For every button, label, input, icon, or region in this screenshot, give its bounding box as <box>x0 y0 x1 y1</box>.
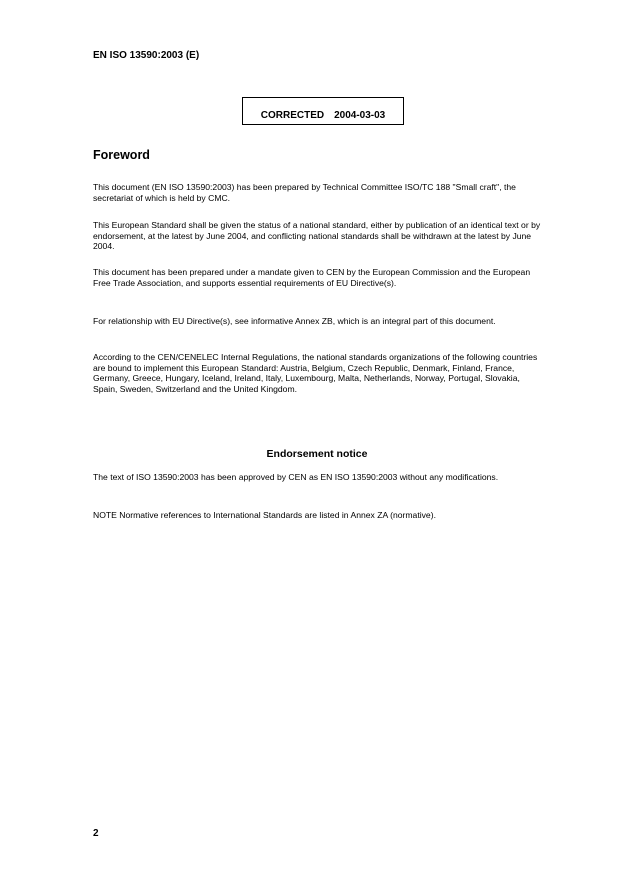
foreword-paragraph-3: This document has been prepared under a mandate given to CEN by the European Commission and the European Free Trade Association, and supports essential requirements of EU Directive(s). <box>93 267 531 288</box>
corrected-date: 2004-03-03 <box>334 110 386 121</box>
page-number: 2 <box>93 828 99 839</box>
document-header: EN ISO 13590:2003 (E) <box>93 50 200 61</box>
foreword-paragraph-1: This document (EN ISO 13590:2003) has been prepared by Technical Committee ISO/TC 188 "Small craft", the secretariat of which is held by CMC. <box>93 182 516 203</box>
foreword-heading: Foreword <box>93 148 150 162</box>
endorsement-paragraph: The text of ISO 13590:2003 has been approved by CEN as EN ISO 13590:2003 without any modifications. <box>93 472 499 482</box>
endorsement-note: NOTE Normative references to International Standards are listed in Annex ZA (normative). <box>93 510 436 520</box>
foreword-paragraph-2: This European Standard shall be given the status of a national standard, either by publication of an identical text or by endorsement, at the latest by June 2004, and conflicting national standards shall be withdrawn at the latest by June 2004. <box>93 220 541 252</box>
foreword-paragraph-5: According to the CEN/CENELEC Internal Regulations, the national standards organizations of the following countries are bound to implement this European Standard: Austria, Belgium, Czech Republic, Denmark, Finland, France, Germany, Greece, Hungary, Iceland, Ireland, Italy, Luxembourg, Malta, Netherlands, Norway, Portugal, Slovakia, Spain, Sweden, Switzerland and the United Kingdom. <box>93 352 538 394</box>
corrected-stamp <box>242 97 404 125</box>
corrected-label: CORRECTED <box>260 110 325 121</box>
foreword-paragraph-4: For relationship with EU Directive(s), see informative Annex ZB, which is an integral part of this document. <box>93 316 496 326</box>
endorsement-heading: Endorsement notice <box>266 448 368 460</box>
